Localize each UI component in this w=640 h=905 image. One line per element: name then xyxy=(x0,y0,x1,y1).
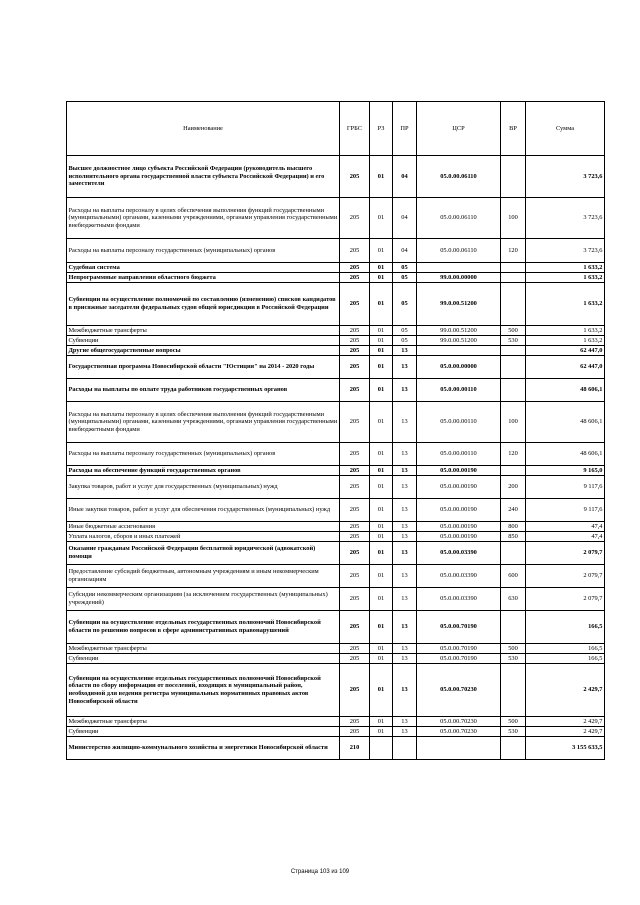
cell-vr xyxy=(501,283,526,326)
cell-rz: 01 xyxy=(370,273,393,283)
table-row xyxy=(67,379,605,402)
cell-sum: 2 079,7 xyxy=(526,565,605,588)
cell-rz: 01 xyxy=(370,654,393,664)
cell-pr: 05 xyxy=(393,273,417,283)
cell-vr xyxy=(501,466,526,476)
cell-rz: 01 xyxy=(370,542,393,565)
cell-vr: 500 xyxy=(501,644,526,654)
cell-csr: 05.0.00.03390 xyxy=(417,588,501,611)
cell-pr: 13 xyxy=(393,532,417,542)
cell-name: Субвенции xyxy=(67,727,340,737)
header-name: Наименование xyxy=(67,102,340,156)
cell-pr: 13 xyxy=(393,654,417,664)
cell-pr: 13 xyxy=(393,727,417,737)
cell-rz: 01 xyxy=(370,644,393,654)
table-row xyxy=(67,198,605,239)
cell-grbs: 205 xyxy=(340,356,370,379)
cell-pr: 13 xyxy=(393,588,417,611)
cell-csr: 05.0.00.00110 xyxy=(417,379,501,402)
header-pr: ПР xyxy=(393,102,417,156)
cell-vr xyxy=(501,737,526,760)
cell-grbs: 205 xyxy=(340,499,370,522)
cell-csr: 05.0.00.00190 xyxy=(417,499,501,522)
cell-csr: 05.0.00.00110 xyxy=(417,443,501,466)
cell-rz: 01 xyxy=(370,717,393,727)
cell-name: Расходы на выплаты персоналу в целях обеспечения выполнения функций государственными (муниципальными) органами, казенными учреждениями, органами управления государственными внебюджетными фондами xyxy=(67,402,340,443)
cell-pr xyxy=(393,737,417,760)
cell-rz xyxy=(370,737,393,760)
cell-csr: 05.0.00.03390 xyxy=(417,542,501,565)
cell-sum: 166,5 xyxy=(526,611,605,644)
cell-sum: 1 633,2 xyxy=(526,263,605,273)
cell-sum: 2 429,7 xyxy=(526,717,605,727)
cell-rz: 01 xyxy=(370,588,393,611)
cell-csr: 05.0.00.00190 xyxy=(417,522,501,532)
cell-pr: 05 xyxy=(393,336,417,346)
table-row xyxy=(67,356,605,379)
cell-csr: 05.0.00.70230 xyxy=(417,727,501,737)
cell-name: Судебная система xyxy=(67,263,340,273)
cell-csr: 05.0.00.70190 xyxy=(417,654,501,664)
cell-vr: 100 xyxy=(501,198,526,239)
cell-sum: 2 079,7 xyxy=(526,588,605,611)
header-grbs: ГРБС xyxy=(340,102,370,156)
cell-grbs: 205 xyxy=(340,336,370,346)
table-row xyxy=(67,611,605,644)
cell-pr: 05 xyxy=(393,283,417,326)
cell-sum: 62 447,0 xyxy=(526,356,605,379)
cell-sum: 2 429,7 xyxy=(526,727,605,737)
cell-sum: 1 633,2 xyxy=(526,273,605,283)
cell-csr: 05.0.00.00190 xyxy=(417,532,501,542)
cell-vr: 530 xyxy=(501,336,526,346)
cell-pr: 13 xyxy=(393,522,417,532)
table-row xyxy=(67,273,605,283)
table-row xyxy=(67,532,605,542)
header-csr: ЦСР xyxy=(417,102,501,156)
cell-rz: 01 xyxy=(370,326,393,336)
cell-rz: 01 xyxy=(370,664,393,717)
cell-vr: 100 xyxy=(501,402,526,443)
cell-csr: 05.0.00.70230 xyxy=(417,717,501,727)
cell-pr: 13 xyxy=(393,466,417,476)
cell-grbs: 205 xyxy=(340,664,370,717)
cell-vr xyxy=(501,611,526,644)
table-row xyxy=(67,499,605,522)
cell-pr: 13 xyxy=(393,499,417,522)
cell-grbs: 205 xyxy=(340,522,370,532)
cell-vr xyxy=(501,346,526,356)
table-row xyxy=(67,466,605,476)
cell-pr: 13 xyxy=(393,476,417,499)
cell-csr: 05.0.00.00190 xyxy=(417,466,501,476)
cell-pr: 13 xyxy=(393,443,417,466)
cell-grbs: 205 xyxy=(340,727,370,737)
cell-name: Иные закупки товаров, работ и услуг для обеспечения государственных (муниципальных) нужд xyxy=(67,499,340,522)
cell-grbs: 205 xyxy=(340,542,370,565)
cell-sum: 166,5 xyxy=(526,644,605,654)
cell-pr: 13 xyxy=(393,664,417,717)
cell-pr: 13 xyxy=(393,644,417,654)
cell-grbs: 205 xyxy=(340,263,370,273)
cell-pr: 05 xyxy=(393,326,417,336)
cell-pr: 13 xyxy=(393,379,417,402)
cell-pr: 13 xyxy=(393,611,417,644)
table-row xyxy=(67,476,605,499)
page-number: Страница 103 из 109 xyxy=(290,869,350,875)
cell-name: Субвенции на осуществление отдельных государственных полномочий Новосибирской области по решению вопросов в сфере административных правонарушений xyxy=(67,611,340,644)
cell-vr: 500 xyxy=(501,326,526,336)
cell-sum: 9 165,0 xyxy=(526,466,605,476)
table-row xyxy=(67,156,605,198)
table-row xyxy=(67,522,605,532)
cell-csr xyxy=(417,346,501,356)
cell-sum: 3 723,6 xyxy=(526,156,605,198)
cell-rz: 01 xyxy=(370,522,393,532)
cell-grbs: 205 xyxy=(340,156,370,198)
table-row xyxy=(67,588,605,611)
cell-grbs: 205 xyxy=(340,379,370,402)
table-row xyxy=(67,346,605,356)
cell-sum: 48 606,1 xyxy=(526,402,605,443)
cell-name: Расходы на выплаты по оплате труда работников государственных органов xyxy=(67,379,340,402)
cell-vr: 800 xyxy=(501,522,526,532)
table-row xyxy=(67,263,605,273)
cell-sum: 48 606,1 xyxy=(526,443,605,466)
cell-sum: 1 633,2 xyxy=(526,283,605,326)
header-sum: Сумма xyxy=(526,102,605,156)
cell-name: Иные бюджетные ассигнования xyxy=(67,522,340,532)
cell-sum: 3 723,6 xyxy=(526,239,605,263)
cell-name: Межбюджетные трансферты xyxy=(67,326,340,336)
table-row xyxy=(67,239,605,263)
cell-name: Межбюджетные трансферты xyxy=(67,644,340,654)
table-row xyxy=(67,565,605,588)
cell-grbs: 205 xyxy=(340,588,370,611)
cell-vr: 600 xyxy=(501,565,526,588)
cell-name: Высшее должностное лицо субъекта Российской Федерации (руководитель высшего исполнительного органа государственной власти субъекта Российской Федерации) и его заместители xyxy=(67,156,340,198)
cell-rz: 01 xyxy=(370,336,393,346)
cell-pr: 04 xyxy=(393,239,417,263)
cell-name: Субсидии некоммерческим организациям (за исключением государственных (муниципальных) учреждений) xyxy=(67,588,340,611)
cell-grbs: 205 xyxy=(340,346,370,356)
cell-grbs: 205 xyxy=(340,273,370,283)
cell-grbs: 205 xyxy=(340,532,370,542)
cell-grbs: 205 xyxy=(340,611,370,644)
cell-name: Субвенции на осуществление отдельных государственных полномочий Новосибирской области по сбору информации от поселений, входящих в муниципальный район, необходимой для ведения регистра муниципальных нормативных правовых актов Новосибирской области xyxy=(67,664,340,717)
cell-csr: 99.0.00.51200 xyxy=(417,336,501,346)
cell-vr xyxy=(501,664,526,717)
cell-sum: 48 606,1 xyxy=(526,379,605,402)
cell-rz: 01 xyxy=(370,356,393,379)
cell-name: Непрограммные направления областного бюджета xyxy=(67,273,340,283)
cell-grbs: 205 xyxy=(340,326,370,336)
cell-pr: 13 xyxy=(393,542,417,565)
cell-sum: 47,4 xyxy=(526,522,605,532)
cell-rz: 01 xyxy=(370,532,393,542)
cell-csr: 05.0.00.00110 xyxy=(417,402,501,443)
cell-sum: 9 117,6 xyxy=(526,476,605,499)
cell-grbs: 205 xyxy=(340,466,370,476)
cell-vr xyxy=(501,542,526,565)
header-vr: ВР xyxy=(501,102,526,156)
cell-vr: 120 xyxy=(501,443,526,466)
cell-vr xyxy=(501,379,526,402)
cell-name: Расходы на выплаты персоналу государственных (муниципальных) органов xyxy=(67,239,340,263)
table-row xyxy=(67,717,605,727)
cell-sum: 166,5 xyxy=(526,654,605,664)
cell-pr: 13 xyxy=(393,565,417,588)
cell-pr: 05 xyxy=(393,263,417,273)
cell-name: Субвенции xyxy=(67,654,340,664)
cell-name: Оказание гражданам Российской Федерации бесплатной юридической (адвокатской) помощи xyxy=(67,542,340,565)
cell-vr: 500 xyxy=(501,717,526,727)
table-row xyxy=(67,336,605,346)
cell-name: Предоставление субсидий бюджетным, автономным учреждениям и иным некоммерческим организациям xyxy=(67,565,340,588)
cell-vr: 240 xyxy=(501,499,526,522)
cell-sum: 2 079,7 xyxy=(526,542,605,565)
cell-vr: 530 xyxy=(501,727,526,737)
cell-vr xyxy=(501,356,526,379)
cell-name: Субвенции xyxy=(67,336,340,346)
cell-pr: 13 xyxy=(393,346,417,356)
table-header xyxy=(67,102,605,156)
header-rz: РЗ xyxy=(370,102,393,156)
cell-rz: 01 xyxy=(370,239,393,263)
cell-sum: 47,4 xyxy=(526,532,605,542)
cell-vr xyxy=(501,156,526,198)
table-row xyxy=(67,402,605,443)
cell-pr: 13 xyxy=(393,356,417,379)
cell-pr: 13 xyxy=(393,717,417,727)
cell-grbs: 205 xyxy=(340,402,370,443)
cell-name: Другие общегосударственные вопросы xyxy=(67,346,340,356)
cell-grbs: 205 xyxy=(340,476,370,499)
table-row xyxy=(67,737,605,760)
cell-grbs: 210 xyxy=(340,737,370,760)
cell-grbs: 205 xyxy=(340,198,370,239)
cell-rz: 01 xyxy=(370,466,393,476)
cell-csr: 05.0.00.06110 xyxy=(417,156,501,198)
cell-name: Уплата налогов, сборов и иных платежей xyxy=(67,532,340,542)
cell-csr: 05.0.00.70230 xyxy=(417,664,501,717)
cell-grbs: 205 xyxy=(340,717,370,727)
cell-name: Расходы на выплаты персоналу в целях обеспечения выполнения функций государственными (муниципальными) органами, казенными учреждениями, органами управления государственными внебюджетными фондами xyxy=(67,198,340,239)
cell-sum: 2 429,7 xyxy=(526,664,605,717)
cell-sum: 1 633,2 xyxy=(526,336,605,346)
table-row xyxy=(67,326,605,336)
cell-grbs: 205 xyxy=(340,283,370,326)
cell-csr xyxy=(417,263,501,273)
cell-pr: 13 xyxy=(393,402,417,443)
cell-vr: 530 xyxy=(501,654,526,664)
cell-rz: 01 xyxy=(370,727,393,737)
cell-grbs: 205 xyxy=(340,654,370,664)
cell-csr: 05.0.00.00000 xyxy=(417,356,501,379)
cell-pr: 04 xyxy=(393,156,417,198)
table-row xyxy=(67,644,605,654)
table-row xyxy=(67,542,605,565)
cell-csr: 99.0.00.51200 xyxy=(417,326,501,336)
cell-rz: 01 xyxy=(370,156,393,198)
cell-csr: 99.0.00.51200 xyxy=(417,283,501,326)
cell-name: Субвенции на осуществление полномочий по составлению (изменению) списков кандидатов в присяжные заседатели федеральных судов общей юрисдикции в Российской Федерации xyxy=(67,283,340,326)
cell-vr: 630 xyxy=(501,588,526,611)
cell-name: Расходы на выплаты персоналу государственных (муниципальных) органов xyxy=(67,443,340,466)
cell-csr: 05.0.00.70190 xyxy=(417,611,501,644)
cell-grbs: 205 xyxy=(340,443,370,466)
cell-csr: 05.0.00.03390 xyxy=(417,565,501,588)
cell-pr: 04 xyxy=(393,198,417,239)
cell-grbs: 205 xyxy=(340,644,370,654)
cell-rz: 01 xyxy=(370,346,393,356)
cell-sum: 9 117,6 xyxy=(526,499,605,522)
cell-vr: 850 xyxy=(501,532,526,542)
cell-rz: 01 xyxy=(370,611,393,644)
table-row xyxy=(67,654,605,664)
table-row xyxy=(67,727,605,737)
cell-sum: 3 723,6 xyxy=(526,198,605,239)
cell-csr: 05.0.00.06110 xyxy=(417,198,501,239)
cell-grbs: 205 xyxy=(340,565,370,588)
cell-csr: 05.0.00.70190 xyxy=(417,644,501,654)
table-row xyxy=(67,664,605,717)
cell-csr: 99.0.00.00000 xyxy=(417,273,501,283)
table-row xyxy=(67,443,605,466)
cell-name: Расходы на обеспечение функций государственных органов xyxy=(67,466,340,476)
cell-rz: 01 xyxy=(370,565,393,588)
cell-vr xyxy=(501,273,526,283)
cell-csr xyxy=(417,737,501,760)
cell-name: Межбюджетные трансферты xyxy=(67,717,340,727)
cell-name: Закупка товаров, работ и услуг для государственных (муниципальных) нужд xyxy=(67,476,340,499)
cell-rz: 01 xyxy=(370,402,393,443)
cell-csr: 05.0.00.06110 xyxy=(417,239,501,263)
cell-rz: 01 xyxy=(370,379,393,402)
cell-sum: 1 633,2 xyxy=(526,326,605,336)
cell-rz: 01 xyxy=(370,283,393,326)
cell-sum: 3 155 633,5 xyxy=(526,737,605,760)
cell-sum: 62 447,0 xyxy=(526,346,605,356)
cell-grbs: 205 xyxy=(340,239,370,263)
cell-vr xyxy=(501,263,526,273)
cell-rz: 01 xyxy=(370,499,393,522)
budget-table xyxy=(66,101,605,760)
cell-vr: 200 xyxy=(501,476,526,499)
cell-name: Министерство жилищно-коммунального хозяйства и энергетики Новосибирской области xyxy=(67,737,340,760)
table-body xyxy=(67,156,605,760)
cell-vr: 120 xyxy=(501,239,526,263)
cell-rz: 01 xyxy=(370,263,393,273)
cell-rz: 01 xyxy=(370,198,393,239)
cell-rz: 01 xyxy=(370,476,393,499)
cell-rz: 01 xyxy=(370,443,393,466)
cell-name: Государственная программа Новосибирской области "Юстиция" на 2014 - 2020 годы xyxy=(67,356,340,379)
table-row xyxy=(67,283,605,326)
cell-csr: 05.0.00.00190 xyxy=(417,476,501,499)
